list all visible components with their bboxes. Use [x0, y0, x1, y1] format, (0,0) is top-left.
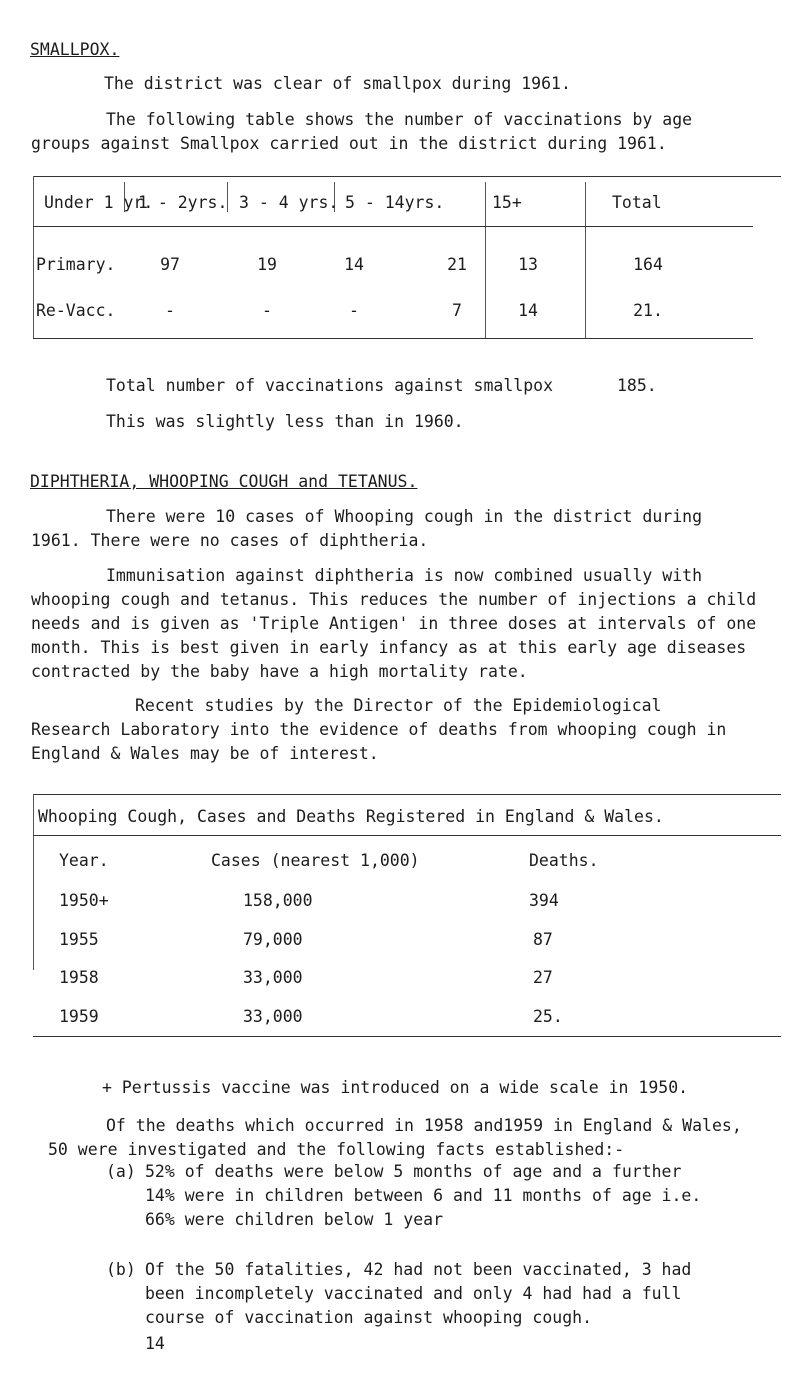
list-marker-b: (b): [106, 1260, 136, 1279]
table-top-rule: [33, 794, 781, 795]
col-header-year: Year.: [59, 851, 109, 870]
cell-value: -: [349, 301, 359, 320]
col-header-1-2: 1 - 2yrs.: [138, 193, 228, 212]
row-deaths: 394: [529, 891, 559, 910]
cell-value: 19: [257, 255, 277, 274]
table-left-rule: [33, 176, 34, 338]
paragraph-line: 1961. There were no cases of diphtheria.: [31, 531, 429, 550]
col-header-under-1: Under 1 yr.: [44, 193, 154, 212]
row-cases: 33,000: [243, 1007, 303, 1026]
table-bottom-rule: [33, 338, 753, 339]
cell-value: 14: [344, 255, 364, 274]
paragraph-line: There were 10 cases of Whooping cough in the district during: [106, 507, 703, 526]
row-cases: 158,000: [243, 891, 313, 910]
page-number: 14: [145, 1334, 165, 1353]
col-header-deaths: Deaths.: [529, 851, 599, 870]
list-item-a-line: 52% of deaths were below 5 months of age and a further: [145, 1162, 682, 1181]
list-item-b-line: course of vaccination against whooping cough.: [145, 1308, 593, 1327]
smallpox-comparison: This was slightly less than in 1960.: [106, 412, 464, 431]
cell-value: 97: [160, 255, 180, 274]
smallpox-total-label: Total number of vaccinations against smallpox: [106, 376, 554, 395]
diphtheria-heading: DIPHTHERIA, WHOOPING COUGH and TETANUS.: [30, 472, 418, 491]
smallpox-total-value: 185.: [617, 376, 657, 395]
row-year: 1955: [59, 930, 99, 949]
paragraph-line: 50 were investigated and the following facts established:-: [48, 1140, 625, 1159]
col-header-15-plus: 15+: [492, 193, 522, 212]
col-header-5-14: 5 - 14yrs.: [345, 193, 445, 212]
list-item-b-line: been incompletely vaccinated and only 4 had had a full: [145, 1284, 682, 1303]
row-cases: 33,000: [243, 968, 303, 987]
list-item-a-line: 66% were children below 1 year: [145, 1210, 444, 1229]
col-header-cases: Cases (nearest 1,000): [211, 851, 420, 870]
row-year: 1950+: [59, 891, 109, 910]
row-year: 1958: [59, 968, 99, 987]
row-label-revacc: Re-Vacc.: [36, 301, 116, 320]
cell-value: 21: [447, 255, 467, 274]
cell-value: 13: [518, 255, 538, 274]
table-left-rule: [33, 794, 34, 970]
list-marker-a: (a): [106, 1162, 136, 1181]
title-rule: [33, 835, 781, 836]
row-label-primary: Primary.: [36, 255, 116, 274]
cell-value: -: [165, 301, 175, 320]
col-header-3-4: 3 - 4 yrs.: [239, 193, 339, 212]
row-cases: 79,000: [243, 930, 303, 949]
paragraph-line: whooping cough and tetanus. This reduces the number of injections a child: [31, 590, 757, 609]
paragraph-line: contracted by the baby have a high mortality rate.: [31, 662, 528, 681]
table-col-divider: [585, 182, 586, 338]
paragraph-line: England & Wales may be of interest.: [31, 744, 379, 763]
whooping-table-title: Whooping Cough, Cases and Deaths Registered in England & Wales.: [38, 807, 664, 826]
paragraph-line: needs and is given as 'Triple Antigen' in three doses at intervals of one: [31, 614, 757, 633]
smallpox-intro: The district was clear of smallpox during 1961.: [104, 74, 571, 93]
footnote: + Pertussis vaccine was introduced on a wide scale in 1950.: [102, 1078, 689, 1097]
paragraph-line: Research Laboratory into the evidence of deaths from whooping cough in: [31, 720, 727, 739]
smallpox-table-intro-line1: The following table shows the number of vaccinations by age: [106, 110, 693, 129]
row-deaths: 87: [533, 930, 553, 949]
paragraph-line: Immunisation against diphtheria is now combined usually with: [106, 566, 703, 585]
table-top-rule: [33, 176, 781, 177]
cell-value: 14: [518, 301, 538, 320]
cell-value: 21.: [633, 301, 663, 320]
row-deaths: 25.: [533, 1007, 563, 1026]
row-year: 1959: [59, 1007, 99, 1026]
smallpox-heading: SMALLPOX.: [30, 40, 120, 59]
paragraph-line: month. This is best given in early infancy as at this early age diseases: [31, 638, 747, 657]
col-header-total: Total: [612, 193, 662, 212]
table-col-divider: [485, 182, 486, 338]
list-item-b-line: Of the 50 fatalities, 42 had not been vaccinated, 3 had: [145, 1260, 692, 1279]
list-item-a-line: 14% were in children between 6 and 11 months of age i.e.: [145, 1186, 702, 1205]
header-rule: [33, 226, 753, 227]
table-bottom-rule: [33, 1036, 781, 1037]
cell-value: 7: [452, 301, 462, 320]
cell-value: -: [262, 301, 272, 320]
paragraph-line: Of the deaths which occurred in 1958 and1959 in England & Wales,: [106, 1116, 742, 1135]
cell-value: 164: [633, 255, 663, 274]
row-deaths: 27: [533, 968, 553, 987]
smallpox-table-intro-line2: groups against Smallpox carried out in the district during 1961.: [31, 134, 667, 153]
paragraph-line: Recent studies by the Director of the Epidemiological: [135, 696, 662, 715]
